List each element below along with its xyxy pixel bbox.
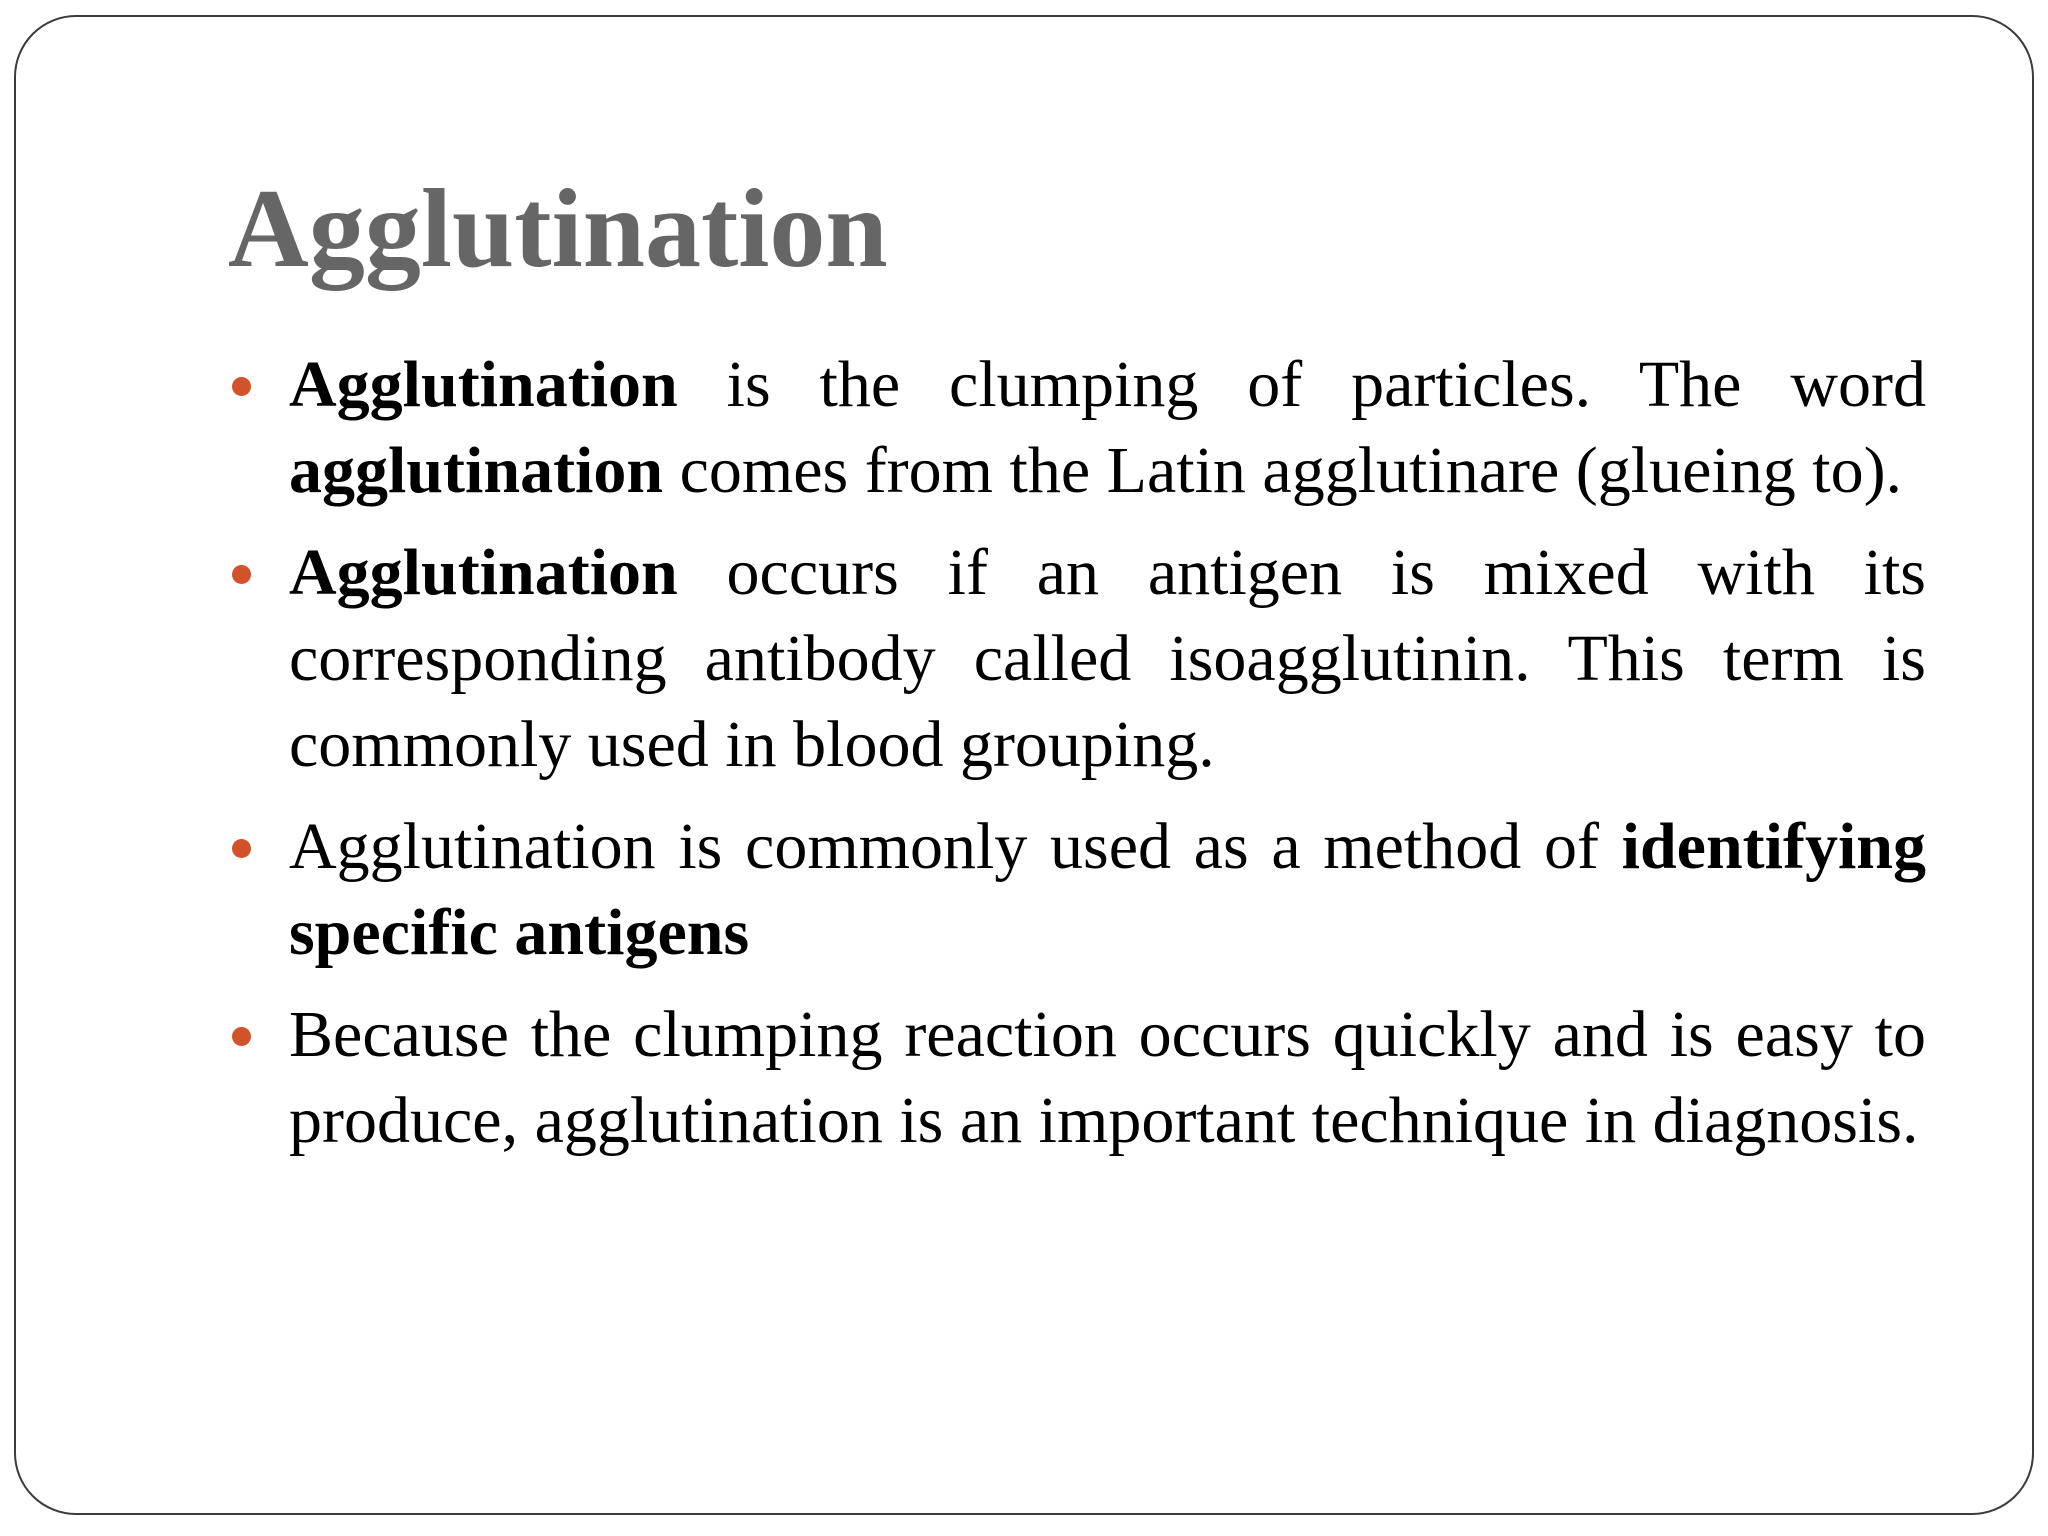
bullet-item [228, 992, 1926, 1164]
bullet-dot-icon [232, 1027, 251, 1046]
bullet-item [228, 530, 1926, 788]
slide-title: Agglutination [228, 167, 888, 291]
bullet-bold-term: Agglutination [289, 536, 678, 609]
bullet-dot-icon [232, 839, 251, 858]
bullet-dot-icon [232, 377, 251, 396]
bullet-text: comes from the Latin agglutinare (glueing to). [663, 434, 1903, 507]
bullet-item [228, 342, 1926, 514]
bullet-text: Because the clumping reaction occurs quickly and is easy to produce, agglutination is an important technique in diagnosis. [289, 998, 1926, 1157]
bullet-bold-term: identifying specific antigens [289, 810, 1926, 969]
bullet-dot-icon [232, 565, 251, 584]
bullet-text: is the clumping of particles. The word [677, 348, 1926, 421]
bullet-list [228, 342, 1926, 1180]
bullet-text: occurs if an antigen is mixed with its corresponding antibody called isoagglutinin. This term is commonly used in blood grouping. [289, 536, 1926, 781]
bullet-item [228, 804, 1926, 976]
bullet-bold-term: Agglutination [289, 348, 678, 421]
bullet-text: Agglutination is commonly used as a method of [289, 810, 1622, 883]
bullet-bold-term: agglutination [289, 434, 664, 507]
